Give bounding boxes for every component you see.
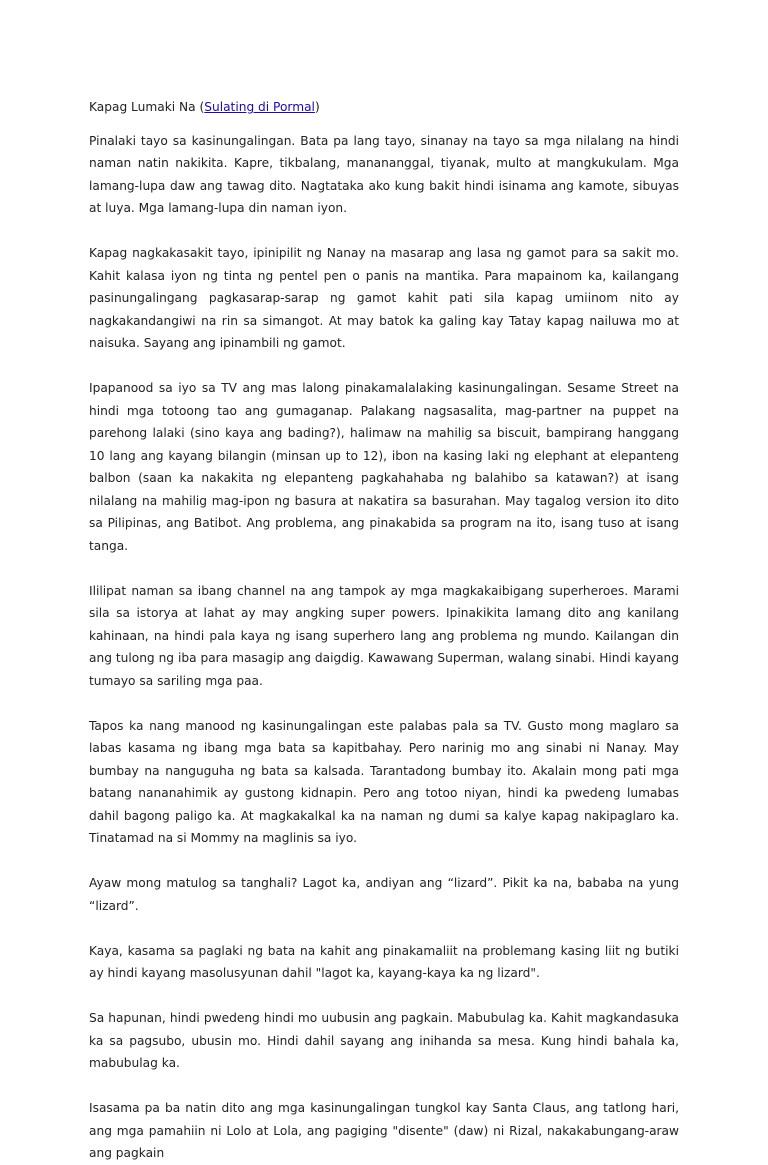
paragraph: Sa hapunan, hindi pwedeng hindi mo uubusin ang pagkain. Mabubulag ka. Kahit magkandasuka ka sa pagsubo, ubusin mo. Hindi dahil sayang ang inihanda sa mesa. Kung hindi bahala ka, mabubulag ka.	[89, 1011, 679, 1070]
paragraph: Ayaw mong matulog sa tanghali? Lagot ka, andiyan ang “lizard”. Pikit ka na, bababa na yung “lizard”.	[89, 876, 679, 913]
paragraph: Ipapanood sa iyo sa TV ang mas lalong pinakamalalaking kasinungalingan. Sesame Street na hindi mga totoong tao ang gumaganap. Palakang nagsasalita, mag-partner na puppet na parehong lalaki (sino kaya ang bading?), halimaw na mahilig sa biscuit, bampirang hanggang 10 lang ang kayang bilangin (minsan up to 12), ibon na kasing laki ng elephant at elepanteng balbon (saan ka nakakita ng elepanteng pagkahahaba ng balahibo sa katawan?) at isang nilalang na mahilig mag-ipon ng basura at nakatira sa basurahan. May tagalog version ito dito sa Pilipinas, ang Batibot. Ang problema, ang pinakabida sa program na ito, isang tuso at isang tanga.	[89, 381, 679, 553]
paragraph: Isasama pa ba natin dito ang mga kasinungalingan tungkol kay Santa Claus, ang tatlong hari, ang mga pamahiin ni Lolo at Lola, ang pagiging "disente" (daw) ni Rizal, nakakabungang-araw ang pagkain	[89, 1101, 679, 1160]
paragraph: Tapos ka nang manood ng kasinungalingan este palabas pala sa TV. Gusto mong maglaro sa labas kasama ng ibang mga bata sa kapitbahay. Pero narinig mo ang sinabi ni Nanay. May bumbay na nanguguha ng bata sa kalsada. Tarantadong bumbay ito. Akalain mong pati mga batang nananahimik ay gustong kidnapin. Pero ang totoo niyan, hindi ka pwedeng lumabas dahil bagong paligo ka. At magkakalkal ka na naman ng dumi sa kalye kapag nakipaglaro ka. Tinatamad na si Mommy na maglinis sa iyo.	[89, 718, 679, 845]
document-title	[89, 96, 679, 119]
paragraph: Kaya, kasama sa paglaki ng bata na kahit ang pinakamaliit na problemang kasing liit ng butiki ay hindi kayang masolusyunan dahil "lagot ka, kayang-kaya ka ng lizard".	[89, 943, 679, 980]
paragraph: Pinalaki tayo sa kasinungalingan. Bata pa lang tayo, sinanay na tayo sa mga nilalang na hindi naman natin nakikita. Kapre, tikbalang, manananggal, tiyanak, multo at mangkukulam. Mga lamang-lupa daw ang tawag dito. Nagtataka ako kung bakit hindi isinama ang kamote, sibuyas at luya. Mga lamang-lupa din naman iyon.	[89, 133, 679, 215]
paragraph: Kapag nagkakasakit tayo, ipinipilit ng Nanay na masarap ang lasa ng gamot para sa sakit mo. Kahit kalasa iyon ng tinta ng pentel pen o panis na mantika. Para mapainom ka, kailangang pasinungalingang pagkasarap-sarap ng gamot kahit pati sila kapag umiinom nito ay nagkakandangiwi na rin sa simangot. At may batok ka galing kay Tatay kapag nailuwa mo at naisuka. Sayang ang ipinambili ng gamot.	[89, 246, 679, 350]
title-suffix: )	[314, 100, 320, 114]
title-prefix: Kapag Lumaki Na (	[89, 100, 205, 114]
paragraph: Ililipat naman sa ibang channel na ang tampok ay mga magkakaibigang superheroes. Marami sila sa istorya at lahat ay may angking super powers. Ipinakikita lamang dito ang kanilang kahinaan, na hindi pala kaya ng isang superhero lang ang problema ng mundo. Kailangan din ang tulong ng iba para masagip ang daigdig. Kawawang Superman, walang sinabi. Hindi kayang tumayo sa sariling mga paa.	[89, 583, 679, 688]
title-link[interactable]: Sulating di Pormal	[204, 100, 315, 114]
